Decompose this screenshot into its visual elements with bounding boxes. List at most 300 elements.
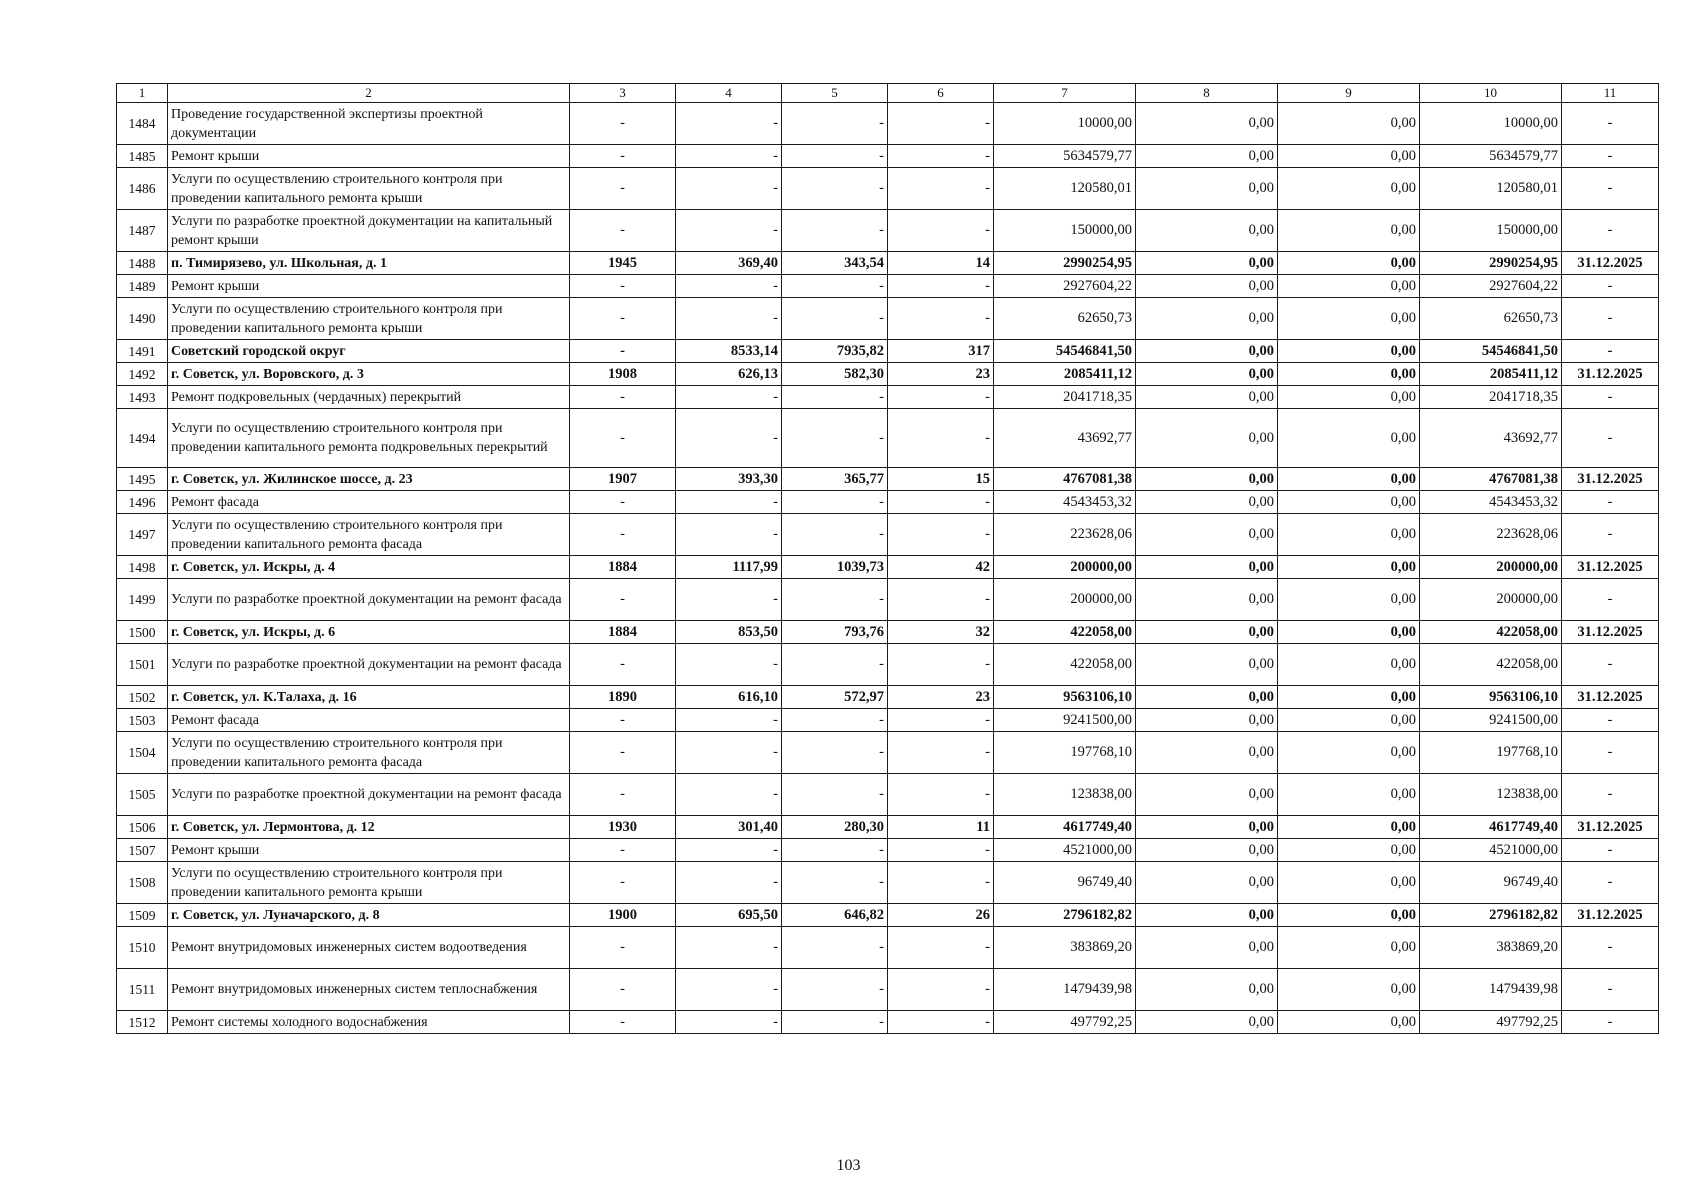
header-cell-8: 8 — [1136, 84, 1278, 103]
col8-cell: 0,00 — [1136, 774, 1278, 816]
col8-cell: 0,00 — [1136, 644, 1278, 686]
col8-cell: 0,00 — [1136, 1011, 1278, 1034]
col6-cell: - — [888, 386, 994, 409]
col3-cell: - — [570, 386, 676, 409]
header-cell-10: 10 — [1420, 84, 1562, 103]
row-number-cell: 1489 — [117, 275, 168, 298]
table-row-address — [117, 904, 1659, 927]
col10-cell: 200000,00 — [1420, 556, 1562, 579]
col5-cell: - — [782, 386, 888, 409]
col11-cell: - — [1562, 927, 1659, 969]
col8-cell: 0,00 — [1136, 732, 1278, 774]
col10-cell: 4521000,00 — [1420, 839, 1562, 862]
col3-cell: - — [570, 409, 676, 468]
table-row-work-item — [117, 862, 1659, 904]
item-name-cell: Советский городской округ — [168, 340, 570, 363]
table-row-work-item — [117, 514, 1659, 556]
col5-cell: 582,30 — [782, 363, 888, 386]
row-number-cell: 1507 — [117, 839, 168, 862]
col4-cell: - — [676, 103, 782, 145]
col5-cell: 572,97 — [782, 686, 888, 709]
col4-cell: 695,50 — [676, 904, 782, 927]
table-row-work-item — [117, 709, 1659, 732]
col11-cell: - — [1562, 709, 1659, 732]
col10-cell: 2927604,22 — [1420, 275, 1562, 298]
col9-cell: 0,00 — [1278, 103, 1420, 145]
col3-cell: 1890 — [570, 686, 676, 709]
col10-cell: 54546841,50 — [1420, 340, 1562, 363]
row-number-cell: 1485 — [117, 145, 168, 168]
col7-cell: 54546841,50 — [994, 340, 1136, 363]
col3-cell: - — [570, 1011, 676, 1034]
col6-cell: 14 — [888, 252, 994, 275]
col7-cell: 150000,00 — [994, 210, 1136, 252]
item-name-cell: г. Советск, ул. Лермонтова, д. 12 — [168, 816, 570, 839]
col9-cell: 0,00 — [1278, 839, 1420, 862]
col7-cell: 4617749,40 — [994, 816, 1136, 839]
col3-cell: - — [570, 732, 676, 774]
col5-cell: - — [782, 644, 888, 686]
col7-cell: 4521000,00 — [994, 839, 1136, 862]
col10-cell: 96749,40 — [1420, 862, 1562, 904]
col5-cell: - — [782, 732, 888, 774]
col10-cell: 2796182,82 — [1420, 904, 1562, 927]
col6-cell: 11 — [888, 816, 994, 839]
table-row-work-item — [117, 1011, 1659, 1034]
item-name-cell: Услуги по осуществлению строительного контроля при проведении капитального ремонта крыши — [168, 168, 570, 210]
item-name-cell: Ремонт крыши — [168, 275, 570, 298]
row-number-cell: 1508 — [117, 862, 168, 904]
col10-cell: 422058,00 — [1420, 621, 1562, 644]
col4-cell: - — [676, 168, 782, 210]
col7-cell: 422058,00 — [994, 621, 1136, 644]
table-row-work-item — [117, 969, 1659, 1011]
col6-cell: - — [888, 145, 994, 168]
header-cell-7: 7 — [994, 84, 1136, 103]
col10-cell: 10000,00 — [1420, 103, 1562, 145]
col11-cell: - — [1562, 969, 1659, 1011]
table-row-work-item — [117, 579, 1659, 621]
col8-cell: 0,00 — [1136, 621, 1278, 644]
table-row-address — [117, 686, 1659, 709]
col9-cell: 0,00 — [1278, 579, 1420, 621]
col7-cell: 5634579,77 — [994, 145, 1136, 168]
row-number-cell: 1488 — [117, 252, 168, 275]
table-row-address — [117, 363, 1659, 386]
col8-cell: 0,00 — [1136, 468, 1278, 491]
col6-cell: 317 — [888, 340, 994, 363]
col5-cell: - — [782, 969, 888, 1011]
item-name-cell: Услуги по разработке проектной документации на капитальный ремонт крыши — [168, 210, 570, 252]
col3-cell: - — [570, 774, 676, 816]
col5-cell: - — [782, 862, 888, 904]
col6-cell: - — [888, 491, 994, 514]
col4-cell: - — [676, 298, 782, 340]
col6-cell: 32 — [888, 621, 994, 644]
col5-cell: - — [782, 103, 888, 145]
item-name-cell: п. Тимирязево, ул. Школьная, д. 1 — [168, 252, 570, 275]
col4-cell: - — [676, 862, 782, 904]
col11-cell: - — [1562, 386, 1659, 409]
col3-cell: - — [570, 298, 676, 340]
col9-cell: 0,00 — [1278, 644, 1420, 686]
col4-cell: 616,10 — [676, 686, 782, 709]
col10-cell: 4767081,38 — [1420, 468, 1562, 491]
row-number-cell: 1499 — [117, 579, 168, 621]
col6-cell: - — [888, 298, 994, 340]
col9-cell: 0,00 — [1278, 386, 1420, 409]
row-number-cell: 1493 — [117, 386, 168, 409]
col8-cell: 0,00 — [1136, 386, 1278, 409]
col9-cell: 0,00 — [1278, 1011, 1420, 1034]
col11-cell: - — [1562, 210, 1659, 252]
table-body — [117, 84, 1659, 1034]
row-number-cell: 1487 — [117, 210, 168, 252]
col6-cell: 23 — [888, 363, 994, 386]
col6-cell: - — [888, 103, 994, 145]
col7-cell: 4767081,38 — [994, 468, 1136, 491]
col4-cell: - — [676, 210, 782, 252]
col3-cell: - — [570, 709, 676, 732]
col4-cell: - — [676, 969, 782, 1011]
col11-cell: - — [1562, 103, 1659, 145]
col4-cell: - — [676, 514, 782, 556]
row-number-cell: 1500 — [117, 621, 168, 644]
table-row-work-item — [117, 644, 1659, 686]
col11-cell: - — [1562, 275, 1659, 298]
col9-cell: 0,00 — [1278, 969, 1420, 1011]
col7-cell: 2990254,95 — [994, 252, 1136, 275]
col11-cell: 31.12.2025 — [1562, 468, 1659, 491]
col4-cell: 8533,14 — [676, 340, 782, 363]
col10-cell: 2990254,95 — [1420, 252, 1562, 275]
row-number-cell: 1494 — [117, 409, 168, 468]
table-row-work-item — [117, 168, 1659, 210]
col4-cell: 393,30 — [676, 468, 782, 491]
col3-cell: - — [570, 579, 676, 621]
col10-cell: 123838,00 — [1420, 774, 1562, 816]
col11-cell: - — [1562, 298, 1659, 340]
col7-cell: 120580,01 — [994, 168, 1136, 210]
row-number-cell: 1510 — [117, 927, 168, 969]
item-name-cell: Ремонт подкровельных (чердачных) перекрытий — [168, 386, 570, 409]
col10-cell: 2085411,12 — [1420, 363, 1562, 386]
table-row-work-item — [117, 275, 1659, 298]
col3-cell: 1908 — [570, 363, 676, 386]
col7-cell: 1479439,98 — [994, 969, 1136, 1011]
col8-cell: 0,00 — [1136, 556, 1278, 579]
col9-cell: 0,00 — [1278, 145, 1420, 168]
col10-cell: 200000,00 — [1420, 579, 1562, 621]
col4-cell: - — [676, 579, 782, 621]
item-name-cell: Ремонт внутридомовых инженерных систем водоотведения — [168, 927, 570, 969]
col11-cell: - — [1562, 491, 1659, 514]
col7-cell: 10000,00 — [994, 103, 1136, 145]
col7-cell: 2041718,35 — [994, 386, 1136, 409]
col6-cell: 26 — [888, 904, 994, 927]
col10-cell: 43692,77 — [1420, 409, 1562, 468]
col6-cell: - — [888, 709, 994, 732]
col4-cell: - — [676, 774, 782, 816]
col4-cell: - — [676, 409, 782, 468]
col7-cell: 96749,40 — [994, 862, 1136, 904]
item-name-cell: г. Советск, ул. К.Талаха, д. 16 — [168, 686, 570, 709]
col5-cell: - — [782, 514, 888, 556]
col7-cell: 2927604,22 — [994, 275, 1136, 298]
table-row-address — [117, 556, 1659, 579]
col9-cell: 0,00 — [1278, 816, 1420, 839]
col8-cell: 0,00 — [1136, 862, 1278, 904]
col10-cell: 383869,20 — [1420, 927, 1562, 969]
col8-cell: 0,00 — [1136, 969, 1278, 1011]
item-name-cell: Ремонт фасада — [168, 491, 570, 514]
item-name-cell: Проведение государственной экспертизы проектной документации — [168, 103, 570, 145]
col5-cell: - — [782, 927, 888, 969]
col3-cell: 1930 — [570, 816, 676, 839]
col8-cell: 0,00 — [1136, 275, 1278, 298]
col8-cell: 0,00 — [1136, 839, 1278, 862]
col7-cell: 200000,00 — [994, 556, 1136, 579]
col9-cell: 0,00 — [1278, 514, 1420, 556]
col6-cell: - — [888, 862, 994, 904]
item-name-cell: г. Советск, ул. Жилинское шоссе, д. 23 — [168, 468, 570, 491]
row-number-cell: 1501 — [117, 644, 168, 686]
table-row-work-item — [117, 491, 1659, 514]
col11-cell: - — [1562, 145, 1659, 168]
col4-cell: - — [676, 644, 782, 686]
table-row-work-item — [117, 103, 1659, 145]
col11-cell: - — [1562, 579, 1659, 621]
item-name-cell: г. Советск, ул. Искры, д. 4 — [168, 556, 570, 579]
col3-cell: - — [570, 491, 676, 514]
col4-cell: 1117,99 — [676, 556, 782, 579]
col10-cell: 62650,73 — [1420, 298, 1562, 340]
col11-cell: 31.12.2025 — [1562, 686, 1659, 709]
col7-cell: 62650,73 — [994, 298, 1136, 340]
col7-cell: 4543453,32 — [994, 491, 1136, 514]
row-number-cell: 1491 — [117, 340, 168, 363]
col4-cell: - — [676, 275, 782, 298]
col6-cell: - — [888, 1011, 994, 1034]
col11-cell: - — [1562, 1011, 1659, 1034]
col8-cell: 0,00 — [1136, 145, 1278, 168]
col7-cell: 43692,77 — [994, 409, 1136, 468]
table-row-address — [117, 621, 1659, 644]
col9-cell: 0,00 — [1278, 732, 1420, 774]
col7-cell: 197768,10 — [994, 732, 1136, 774]
col11-cell: - — [1562, 862, 1659, 904]
col3-cell: - — [570, 340, 676, 363]
col10-cell: 4617749,40 — [1420, 816, 1562, 839]
col8-cell: 0,00 — [1136, 298, 1278, 340]
col5-cell: 646,82 — [782, 904, 888, 927]
table-row-work-item — [117, 409, 1659, 468]
col6-cell: 23 — [888, 686, 994, 709]
row-number-cell: 1505 — [117, 774, 168, 816]
col3-cell: - — [570, 210, 676, 252]
header-cell-1: 1 — [117, 84, 168, 103]
col7-cell: 123838,00 — [994, 774, 1136, 816]
row-number-cell: 1509 — [117, 904, 168, 927]
item-name-cell: Ремонт внутридомовых инженерных систем теплоснабжения — [168, 969, 570, 1011]
col8-cell: 0,00 — [1136, 491, 1278, 514]
header-cell-6: 6 — [888, 84, 994, 103]
col7-cell: 9563106,10 — [994, 686, 1136, 709]
col5-cell: 793,76 — [782, 621, 888, 644]
col4-cell: - — [676, 839, 782, 862]
col5-cell: - — [782, 709, 888, 732]
col8-cell: 0,00 — [1136, 579, 1278, 621]
col8-cell: 0,00 — [1136, 340, 1278, 363]
col5-cell: - — [782, 491, 888, 514]
col8-cell: 0,00 — [1136, 210, 1278, 252]
col6-cell: 15 — [888, 468, 994, 491]
row-number-cell: 1497 — [117, 514, 168, 556]
item-name-cell: г. Советск, ул. Воровского, д. 3 — [168, 363, 570, 386]
row-number-cell: 1511 — [117, 969, 168, 1011]
col6-cell: - — [888, 969, 994, 1011]
row-number-cell: 1502 — [117, 686, 168, 709]
header-cell-3: 3 — [570, 84, 676, 103]
col6-cell: - — [888, 732, 994, 774]
item-name-cell: Услуги по разработке проектной документации на ремонт фасада — [168, 579, 570, 621]
col8-cell: 0,00 — [1136, 709, 1278, 732]
row-number-cell: 1492 — [117, 363, 168, 386]
col4-cell: 853,50 — [676, 621, 782, 644]
col4-cell: - — [676, 145, 782, 168]
col8-cell: 0,00 — [1136, 514, 1278, 556]
item-name-cell: г. Советск, ул. Луначарского, д. 8 — [168, 904, 570, 927]
col8-cell: 0,00 — [1136, 686, 1278, 709]
col5-cell: 1039,73 — [782, 556, 888, 579]
col5-cell: 343,54 — [782, 252, 888, 275]
col11-cell: - — [1562, 409, 1659, 468]
col3-cell: 1900 — [570, 904, 676, 927]
col3-cell: - — [570, 168, 676, 210]
col4-cell: - — [676, 927, 782, 969]
col5-cell: - — [782, 168, 888, 210]
header-cell-5: 5 — [782, 84, 888, 103]
table-row-work-item — [117, 774, 1659, 816]
col10-cell: 197768,10 — [1420, 732, 1562, 774]
col5-cell: - — [782, 409, 888, 468]
item-name-cell: Услуги по осуществлению строительного контроля при проведении капитального ремонта фасада — [168, 732, 570, 774]
col8-cell: 0,00 — [1136, 168, 1278, 210]
col4-cell: - — [676, 491, 782, 514]
col9-cell: 0,00 — [1278, 468, 1420, 491]
col7-cell: 422058,00 — [994, 644, 1136, 686]
col9-cell: 0,00 — [1278, 774, 1420, 816]
item-name-cell: Услуги по осуществлению строительного контроля при проведении капитального ремонта подкровельных перекрытий — [168, 409, 570, 468]
col7-cell: 223628,06 — [994, 514, 1136, 556]
col10-cell: 223628,06 — [1420, 514, 1562, 556]
col3-cell: - — [570, 927, 676, 969]
row-number-cell: 1506 — [117, 816, 168, 839]
col11-cell: 31.12.2025 — [1562, 621, 1659, 644]
col6-cell: 42 — [888, 556, 994, 579]
col7-cell: 9241500,00 — [994, 709, 1136, 732]
row-number-cell: 1490 — [117, 298, 168, 340]
col9-cell: 0,00 — [1278, 298, 1420, 340]
col10-cell: 9241500,00 — [1420, 709, 1562, 732]
col4-cell: 369,40 — [676, 252, 782, 275]
row-number-cell: 1495 — [117, 468, 168, 491]
col5-cell: - — [782, 1011, 888, 1034]
col6-cell: - — [888, 927, 994, 969]
col5-cell: - — [782, 145, 888, 168]
table-row-work-item — [117, 210, 1659, 252]
col6-cell: - — [888, 275, 994, 298]
col5-cell: 365,77 — [782, 468, 888, 491]
col4-cell: - — [676, 1011, 782, 1034]
col7-cell: 383869,20 — [994, 927, 1136, 969]
row-number-cell: 1512 — [117, 1011, 168, 1034]
col9-cell: 0,00 — [1278, 927, 1420, 969]
col5-cell: - — [782, 774, 888, 816]
header-cell-4: 4 — [676, 84, 782, 103]
col11-cell: - — [1562, 514, 1659, 556]
row-number-cell: 1503 — [117, 709, 168, 732]
table-row-address — [117, 252, 1659, 275]
col9-cell: 0,00 — [1278, 556, 1420, 579]
col9-cell: 0,00 — [1278, 862, 1420, 904]
item-name-cell: Ремонт крыши — [168, 145, 570, 168]
col9-cell: 0,00 — [1278, 210, 1420, 252]
col10-cell: 2041718,35 — [1420, 386, 1562, 409]
col5-cell: 280,30 — [782, 816, 888, 839]
col10-cell: 150000,00 — [1420, 210, 1562, 252]
col11-cell: - — [1562, 774, 1659, 816]
col9-cell: 0,00 — [1278, 168, 1420, 210]
col8-cell: 0,00 — [1136, 816, 1278, 839]
col6-cell: - — [888, 514, 994, 556]
item-name-cell: Услуги по осуществлению строительного контроля при проведении капитального ремонта крыши — [168, 862, 570, 904]
item-name-cell: Ремонт системы холодного водоснабжения — [168, 1011, 570, 1034]
table-row-work-item — [117, 145, 1659, 168]
col11-cell: 31.12.2025 — [1562, 252, 1659, 275]
col5-cell: - — [782, 275, 888, 298]
col8-cell: 0,00 — [1136, 904, 1278, 927]
col9-cell: 0,00 — [1278, 275, 1420, 298]
register-table — [116, 83, 1659, 1034]
col11-cell: - — [1562, 839, 1659, 862]
item-name-cell: Услуги по разработке проектной документации на ремонт фасада — [168, 644, 570, 686]
col8-cell: 0,00 — [1136, 103, 1278, 145]
col8-cell: 0,00 — [1136, 252, 1278, 275]
table-row-work-item — [117, 927, 1659, 969]
item-name-cell: Ремонт крыши — [168, 839, 570, 862]
col3-cell: - — [570, 103, 676, 145]
col3-cell: 1884 — [570, 556, 676, 579]
col3-cell: - — [570, 969, 676, 1011]
col5-cell: - — [782, 210, 888, 252]
col10-cell: 4543453,32 — [1420, 491, 1562, 514]
table-row-work-item — [117, 386, 1659, 409]
col6-cell: - — [888, 839, 994, 862]
col3-cell: 1945 — [570, 252, 676, 275]
row-number-cell: 1496 — [117, 491, 168, 514]
col3-cell: - — [570, 862, 676, 904]
col6-cell: - — [888, 168, 994, 210]
col4-cell: - — [676, 732, 782, 774]
item-name-cell: г. Советск, ул. Искры, д. 6 — [168, 621, 570, 644]
col10-cell: 422058,00 — [1420, 644, 1562, 686]
col3-cell: - — [570, 839, 676, 862]
col6-cell: - — [888, 644, 994, 686]
col9-cell: 0,00 — [1278, 621, 1420, 644]
row-number-cell: 1498 — [117, 556, 168, 579]
col8-cell: 0,00 — [1136, 363, 1278, 386]
